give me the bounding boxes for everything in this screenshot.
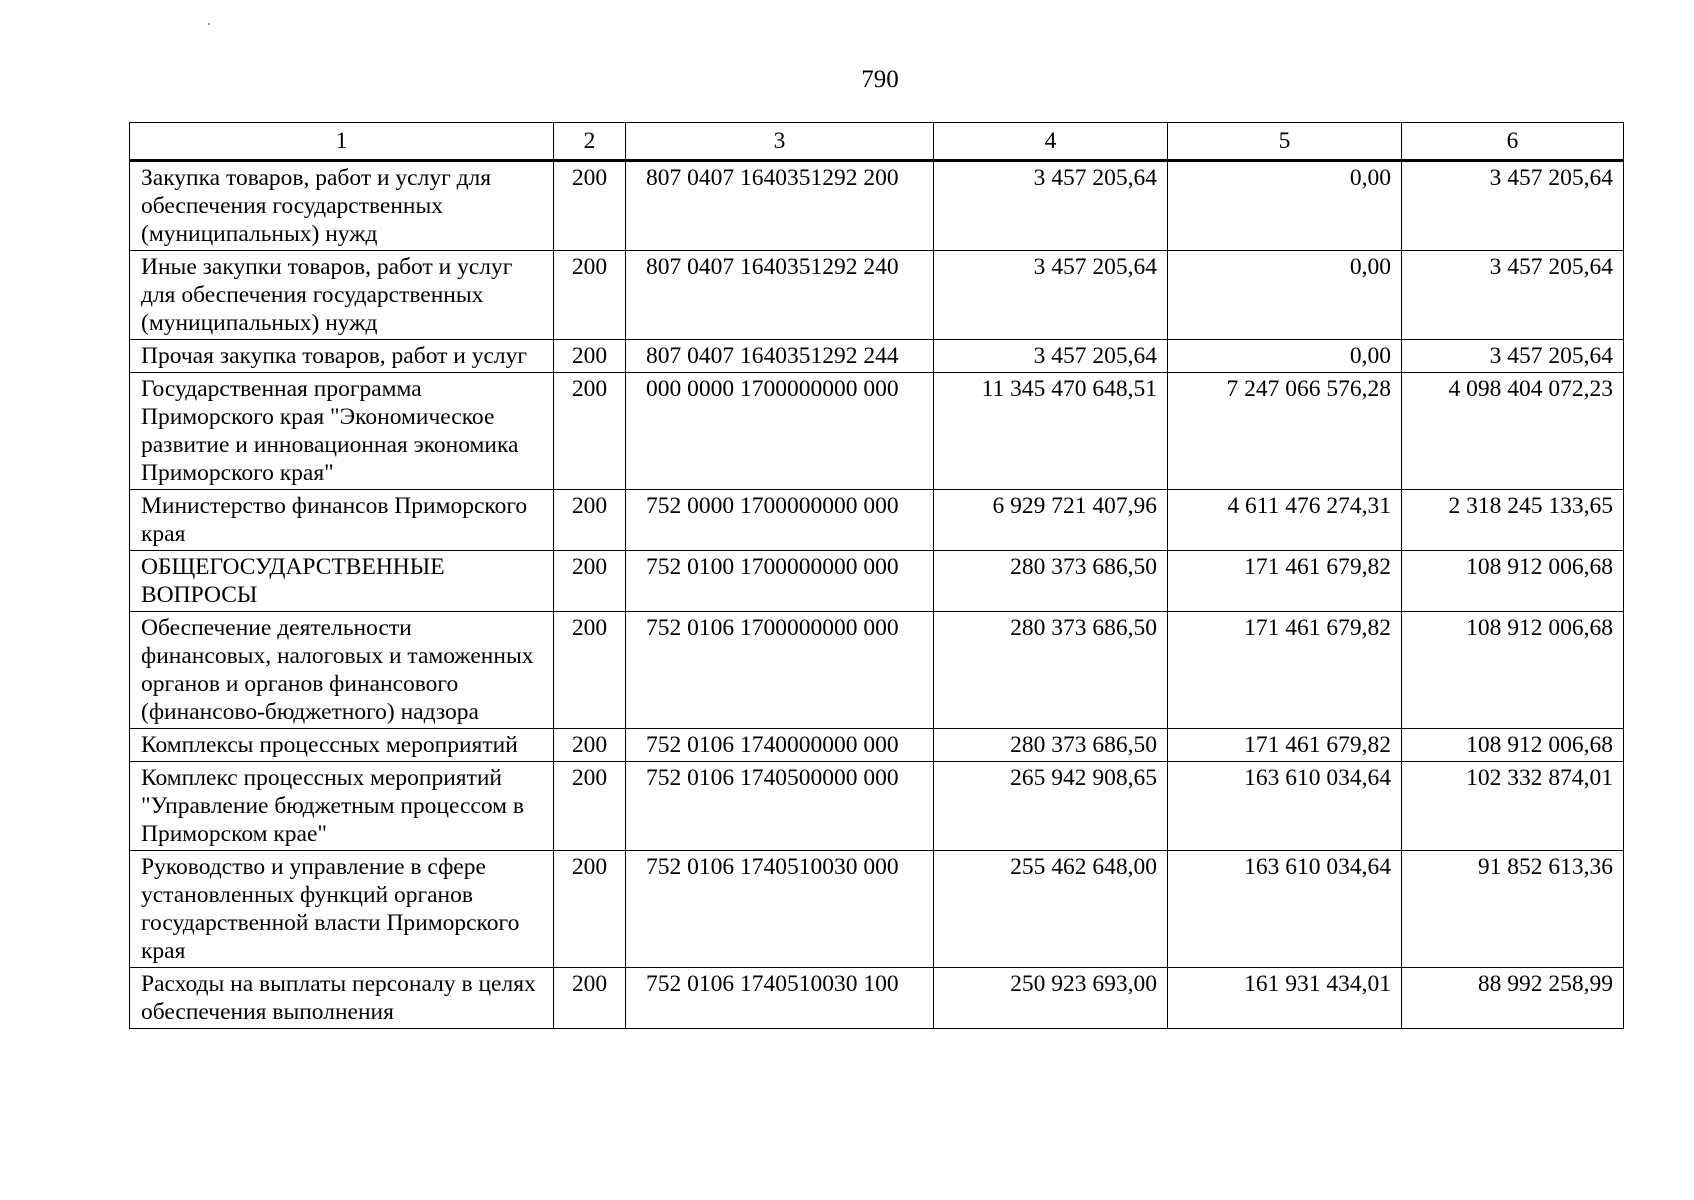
row-name-cell: ОБЩЕГОСУДАРСТВЕННЫЕ ВОПРОСЫ <box>130 551 554 612</box>
row-col4-cell: 3 457 205,64 <box>934 251 1168 340</box>
table-body <box>130 161 1624 1029</box>
row-col4-cell: 265 942 908,65 <box>934 762 1168 851</box>
row-col4-cell: 6 929 721 407,96 <box>934 490 1168 551</box>
header-row <box>130 123 1624 161</box>
table-row <box>130 251 1624 340</box>
row-col5-cell: 0,00 <box>1168 161 1402 251</box>
table-row <box>130 551 1624 612</box>
row-kbk-cell: 752 0106 1740510030 000 <box>626 851 934 968</box>
row-code-cell: 200 <box>554 161 626 251</box>
row-kbk-cell: 807 0407 1640351292 200 <box>626 161 934 251</box>
row-col5-cell: 163 610 034,64 <box>1168 762 1402 851</box>
row-col6-cell: 3 457 205,64 <box>1402 251 1624 340</box>
row-code-cell: 200 <box>554 729 626 762</box>
table-row <box>130 729 1624 762</box>
row-col6-cell: 88 992 258,99 <box>1402 968 1624 1029</box>
row-col6-cell: 3 457 205,64 <box>1402 161 1624 251</box>
row-col6-cell: 108 912 006,68 <box>1402 551 1624 612</box>
row-kbk-cell: 752 0000 1700000000 000 <box>626 490 934 551</box>
column-header-1: 1 <box>130 123 554 161</box>
row-name-cell: Государственная программа Приморского края "Экономическое развитие и инновационная экономика Приморского края" <box>130 373 554 490</box>
row-code-cell: 200 <box>554 251 626 340</box>
row-name-cell: Комплекс процессных мероприятий "Управление бюджетным процессом в Приморском крае" <box>130 762 554 851</box>
row-col5-cell: 0,00 <box>1168 251 1402 340</box>
row-kbk-cell: 807 0407 1640351292 240 <box>626 251 934 340</box>
table-row <box>130 851 1624 968</box>
table-row <box>130 490 1624 551</box>
row-name-cell: Руководство и управление в сфере установленных функций органов государственной власти Приморского края <box>130 851 554 968</box>
row-kbk-cell: 752 0106 1700000000 000 <box>626 612 934 729</box>
row-col5-cell: 171 461 679,82 <box>1168 612 1402 729</box>
row-col4-cell: 11 345 470 648,51 <box>934 373 1168 490</box>
row-col4-cell: 250 923 693,00 <box>934 968 1168 1029</box>
row-kbk-cell: 000 0000 1700000000 000 <box>626 373 934 490</box>
row-col4-cell: 280 373 686,50 <box>934 612 1168 729</box>
row-col5-cell: 171 461 679,82 <box>1168 729 1402 762</box>
column-header-5: 5 <box>1168 123 1402 161</box>
table-row <box>130 968 1624 1029</box>
scan-speck <box>208 23 210 25</box>
row-col5-cell: 7 247 066 576,28 <box>1168 373 1402 490</box>
row-col6-cell: 108 912 006,68 <box>1402 612 1624 729</box>
table-row <box>130 762 1624 851</box>
row-name-cell: Расходы на выплаты персоналу в целях обеспечения выполнения <box>130 968 554 1029</box>
row-code-cell: 200 <box>554 968 626 1029</box>
row-col4-cell: 3 457 205,64 <box>934 161 1168 251</box>
row-col5-cell: 4 611 476 274,31 <box>1168 490 1402 551</box>
column-header-3: 3 <box>626 123 934 161</box>
table-row <box>130 340 1624 373</box>
row-name-cell: Комплексы процессных мероприятий <box>130 729 554 762</box>
row-col6-cell: 3 457 205,64 <box>1402 340 1624 373</box>
table-header <box>130 123 1624 161</box>
table-row <box>130 612 1624 729</box>
column-header-2: 2 <box>554 123 626 161</box>
row-kbk-cell: 752 0106 1740000000 000 <box>626 729 934 762</box>
row-name-cell: Обеспечение деятельности финансовых, налоговых и таможенных органов и органов финансового (финансово-бюджетного) надзора <box>130 612 554 729</box>
row-col4-cell: 3 457 205,64 <box>934 340 1168 373</box>
row-kbk-cell: 807 0407 1640351292 244 <box>626 340 934 373</box>
page-number: 790 <box>861 66 899 93</box>
row-kbk-cell: 752 0106 1740510030 100 <box>626 968 934 1029</box>
row-code-cell: 200 <box>554 762 626 851</box>
row-code-cell: 200 <box>554 551 626 612</box>
row-col6-cell: 2 318 245 133,65 <box>1402 490 1624 551</box>
budget-table <box>129 122 1624 1029</box>
row-name-cell: Иные закупки товаров, работ и услуг для обеспечения государственных (муниципальных) нужд <box>130 251 554 340</box>
row-code-cell: 200 <box>554 373 626 490</box>
row-code-cell: 200 <box>554 340 626 373</box>
row-name-cell: Закупка товаров, работ и услуг для обеспечения государственных (муниципальных) нужд <box>130 161 554 251</box>
row-code-cell: 200 <box>554 612 626 729</box>
table-row <box>130 373 1624 490</box>
row-col6-cell: 91 852 613,36 <box>1402 851 1624 968</box>
row-col6-cell: 4 098 404 072,23 <box>1402 373 1624 490</box>
row-col6-cell: 102 332 874,01 <box>1402 762 1624 851</box>
row-kbk-cell: 752 0100 1700000000 000 <box>626 551 934 612</box>
column-header-6: 6 <box>1402 123 1624 161</box>
row-name-cell: Прочая закупка товаров, работ и услуг <box>130 340 554 373</box>
row-code-cell: 200 <box>554 490 626 551</box>
row-col4-cell: 280 373 686,50 <box>934 729 1168 762</box>
row-name-cell: Министерство финансов Приморского края <box>130 490 554 551</box>
row-code-cell: 200 <box>554 851 626 968</box>
row-col4-cell: 280 373 686,50 <box>934 551 1168 612</box>
row-col6-cell: 108 912 006,68 <box>1402 729 1624 762</box>
row-col5-cell: 163 610 034,64 <box>1168 851 1402 968</box>
table-row <box>130 161 1624 251</box>
row-kbk-cell: 752 0106 1740500000 000 <box>626 762 934 851</box>
row-col5-cell: 0,00 <box>1168 340 1402 373</box>
column-header-4: 4 <box>934 123 1168 161</box>
row-col5-cell: 161 931 434,01 <box>1168 968 1402 1029</box>
row-col4-cell: 255 462 648,00 <box>934 851 1168 968</box>
row-col5-cell: 171 461 679,82 <box>1168 551 1402 612</box>
